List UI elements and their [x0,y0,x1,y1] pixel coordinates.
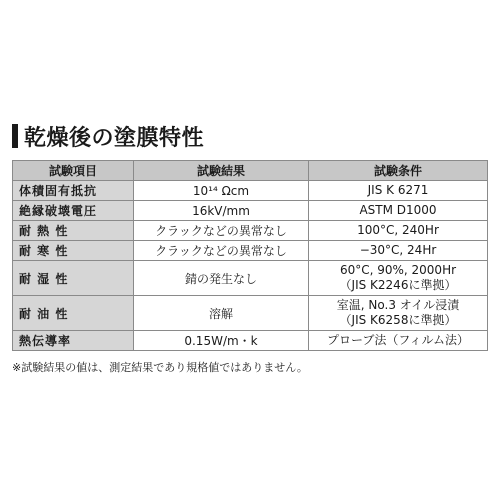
heading-title: 乾燥後の塗膜特性 [24,125,205,151]
row-result: 16kV/mm [134,201,309,221]
condition-line: （JIS K6258に準拠） [339,313,457,327]
row-result: 溶解 [134,296,309,331]
header-test-conditions: 試験条件 [309,161,488,181]
row-conditions [309,221,488,241]
row-result: 10¹⁴ Ωcm [134,181,309,201]
row-conditions [309,241,488,261]
condition-line: JIS K 6271 [367,183,429,197]
table-header-row [13,161,488,181]
table-row [13,201,488,221]
condition-line: ASTM D1000 [359,203,437,217]
row-result: クラックなどの異常なし [134,241,309,261]
row-conditions [309,331,488,351]
row-item: 熱伝導率 [13,331,134,351]
section-heading [12,121,204,151]
table-row [13,296,488,331]
row-conditions [309,201,488,221]
header-test-result: 試験結果 [134,161,309,181]
condition-line: 60°C, 90%, 2000Hr [339,263,457,277]
header-test-item: 試験項目 [13,161,134,181]
table-row [13,181,488,201]
condition-line: 100°C, 240Hr [357,223,439,237]
condition-line: プローブ法（フィルム法） [327,333,469,347]
row-item: 耐 熱 性 [13,221,134,241]
heading-accent-bar [12,124,18,148]
coating-properties-table [12,160,488,351]
footnote: ※試験結果の値は、測定結果であり規格値ではありません。 [12,361,308,374]
row-result: クラックなどの異常なし [134,221,309,241]
table-row [13,331,488,351]
row-conditions [309,181,488,201]
row-result: 錆の発生なし [134,261,309,296]
row-item: 耐 油 性 [13,296,134,331]
table-row [13,261,488,296]
condition-line: −30°C, 24Hr [359,243,437,257]
row-item: 耐 寒 性 [13,241,134,261]
row-item: 体積固有抵抗 [13,181,134,201]
row-conditions [309,261,488,296]
row-result: 0.15W/m・k [134,331,309,351]
table-row [13,241,488,261]
table-row [13,221,488,241]
condition-line: 室温, No.3 オイル浸漬 [336,298,460,312]
row-item: 絶縁破壊電圧 [13,201,134,221]
row-conditions [309,296,488,331]
row-item: 耐 湿 性 [13,261,134,296]
condition-line: （JIS K2246に準拠） [339,278,457,292]
